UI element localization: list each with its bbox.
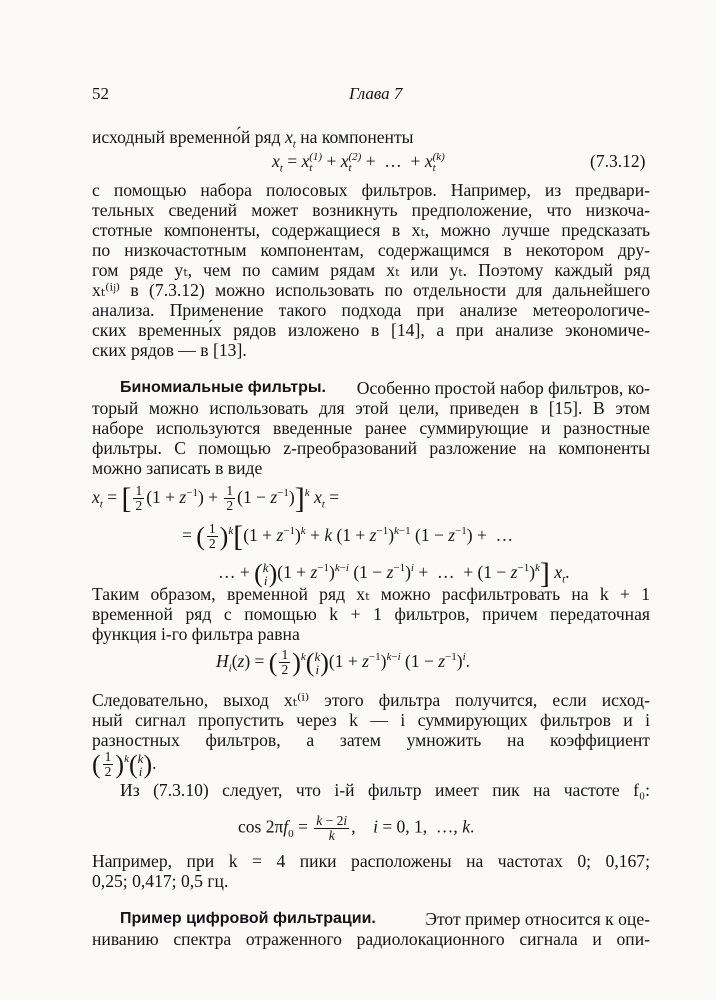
text-line: тельных сведений может возникнуть предположение, что низкоча- — [92, 200, 650, 220]
text-line: по низкочастотным компонентам, содержащимся в некотором дру- — [92, 240, 650, 260]
text-line: можно записать в виде — [92, 458, 263, 478]
text-line: Например, при k = 4 пики расположены на частотах 0; 0,167; — [92, 851, 650, 871]
equation-binomial-line-2: = ( $\frac{1}{2}$ )$^k[(1 + z^{-1})^k + k$ $(1 + z^{-1})^{k-1}$ $(1 - z^{-1})$ + … — [182, 519, 514, 553]
text-line: Следовательно, выход xₜ⁽ⁱ⁾ этого фильтра получится, если исход- — [92, 690, 650, 710]
text-line: ниванию спектра отраженного радиолокационного сигнала и опи- — [92, 929, 650, 949]
equation-peak-frequency: $\cos 2\pi f_0$ = $\frac{k - 2i}{k}$ , i = 0, 1, …, k. — [238, 813, 475, 843]
text-line: ских временны́х рядов изложено в [14], а при анализе экономиче- — [92, 320, 650, 340]
text-line: фильтры. С помощью z-преобразований разложение на компоненты — [92, 438, 650, 458]
text-fragment: Особенно простой набор фильтров, ко- — [356, 378, 650, 398]
text-line: 0,25; 0,417; 0,5 гц. — [92, 871, 229, 891]
equation-7-3-12: $x_t = x(1)$ t + x(2) t + … + x(k) t — [272, 150, 445, 175]
section-heading: Биномиальные фильтры. — [120, 379, 326, 396]
text-line: ских рядов — в [13]. — [92, 340, 247, 360]
equation-number: (7.3.12) — [590, 151, 646, 171]
text-line: временной ряд с помощью k + 1 фильтров, причем передаточная — [92, 604, 650, 624]
text-line: Таким образом, временной ряд xₜ можно расфильтровать на k + 1 — [92, 584, 650, 604]
equation-transfer-function: $H_i(z)$ = ( $\frac{1}{2}$ )$^k$(k $i)(1 + z^{-1})^{k-i}$ $(1 - z^{-1})^i$. — [216, 647, 471, 678]
equation-coefficient: ( $\frac{1}{2}$ )$^k$(k i). — [92, 749, 157, 780]
text-fragment: на компоненты — [300, 127, 414, 147]
text-line: xₜ⁽ⁱʲ⁾ в (7.3.12) можно использовать по отдельности для дальнейшего — [92, 280, 650, 300]
section-heading: Пример цифровой фильтрации. — [120, 910, 376, 927]
page-number: 52 — [92, 84, 109, 103]
text-line: с помощью набора полосовых фильтров. Например, из предвари- — [92, 180, 650, 200]
text-line: гом ряде yₜ, чем по самим рядам xₜ или yₜ. Поэтому каждый ряд — [92, 260, 650, 280]
text-fragment: исходный временно́й ряд — [92, 127, 281, 147]
text-line: наборе используются введенные ранее суммирующие и разностные — [92, 418, 650, 438]
text-line: стотные компоненты, содержащиеся в xₜ, можно лучше предсказать — [92, 220, 650, 240]
text-line — [120, 378, 650, 398]
equation-binomial-line-1: $x_t$ = [ $\frac{1}{2}$ $(1 + z^{-1})$ + $\frac{1}{2}$ $(1 - z^{-1})]^k$ $x_t$ = — [92, 481, 340, 515]
math-variable: $x_t$ — [284, 127, 296, 151]
text-line: торый можно использовать для этой цели, приведен в [15]. В этом — [92, 398, 650, 418]
text-line: Из (7.3.10) следует, что i-й фильтр имеет пик на частоте f₀: — [120, 780, 650, 800]
chapter-title: Глава 7 — [349, 84, 403, 103]
text-fragment: Этот пример относится к оце- — [425, 909, 650, 929]
text-line: анализа. Применение такого подхода при анализе метеорологиче- — [92, 300, 650, 320]
equation-binomial-line-3: … + (k $i)(1 + z^{-1})^{k-i}$ $(1 - z^{-1})^i$ + … + $(1 - z^{-1})^k$] $x_t$. — [218, 556, 570, 590]
text-line — [120, 909, 650, 929]
text-line: функция i-го фильтра равна — [92, 624, 300, 644]
text-line: разностных фильтров, а затем умножить на коэффициент — [92, 730, 650, 750]
text-line: ный сигнал пропустить через k — i суммирующих фильтров и i — [92, 710, 650, 730]
